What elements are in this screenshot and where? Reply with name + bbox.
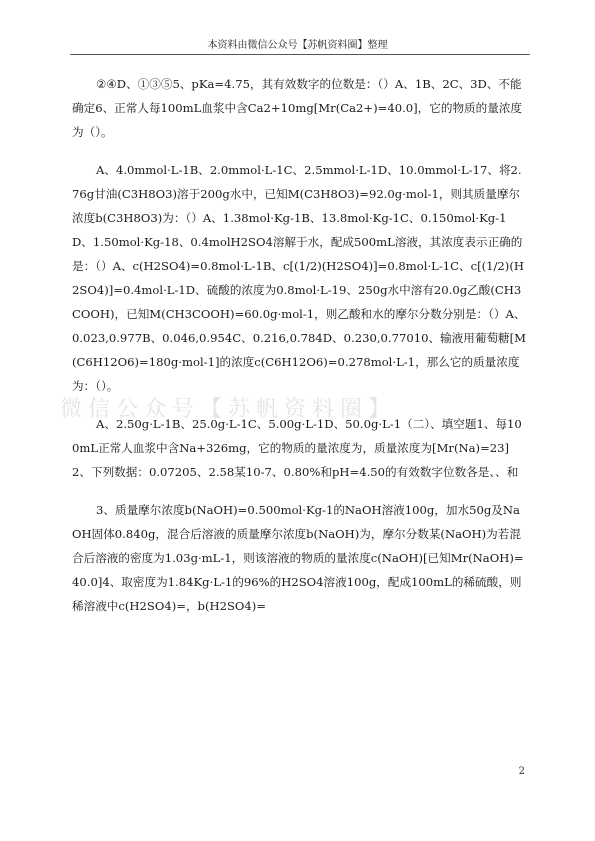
page-number: 2 [518, 766, 525, 777]
document-body [72, 72, 527, 618]
watermark: 微信公众号【苏帆资料圈】 [60, 397, 397, 422]
paragraph-4: 3、质量摩尔浓度b(NaOH)=0.500mol·Kg-1的NaOH溶液100g，加水50g及NaOH固体0.840g，混合后溶液的质量摩尔浓度b(NaOH)为，摩尔分数某(NaOH)为若混合后溶液的密度为1.03g·mL-1，则该溶液的物质的量浓度c(NaOH)[已知Mr(NaOH)=40.0]4、取密度为1.84Kg·L-1的96%的H2SO4溶液100g，配成100mL的稀硫酸，则稀溶液中c(H2SO4)=，b(H2SO4)= [72, 503, 524, 613]
paragraph-3: A、2.50g·L-1B、25.0g·L-1C、5.00g·L-1D、50.0g·L-1（二）、填空题1、每100mL正常人血浆中含Na+326mg，它的物质的量浓度为，质量浓度为[Mr(Na)=23]2、下列数据：0.07205、2.58某10-7、0.80%和pH=4.50的有效数字位数各是、、和 [72, 417, 522, 479]
header-divider [70, 54, 530, 55]
page-header: 本资料由微信公众号【苏帆资料圈】整理 [207, 40, 388, 51]
paragraph-1: ②④D、①③⑤5、pKa=4.75，其有效数字的位数是：（）A、1B、2C、3D、不能确定6、正常人每100mL血浆中含Ca2+10mg[Mr(Ca2+)=40.0]，它的物质的量浓度为（）。 [72, 77, 523, 139]
paragraph-2: A、4.0mmol·L-1B、2.0mmol·L-1C、2.5mmol·L-1D、10.0mmol·L-17、将2.76g甘油(C3H8O3)溶于200g水中，已知M(C3H8O3)=92.0g·mol-1，则其质量摩尔浓度b(C3H8O3)为：（）A、1.38mol·Kg-1B、13.8mol·Kg-1C、0.150mol·Kg-1D、1.50mol·Kg-18、0.4molH2SO4溶解于水，配成500mL溶液，其浓度表示正确的是：（）A、c(H2SO4)=0.8mol·L-1B、c[(1/2)(H2SO4)]=0.8mol·L-1C、c[(1/2)(H2SO4)]=0.4mol·L-1D、硫酸的浓度为0.8mol·L-19、250g水中溶有20.0g乙酸(CH3COOH)，已知M(CH3COOH)=60.0g·mol-1，则乙酸和水的摩尔分数分别是：（）A、0.023,0.977B、0.046,0.954C、0.216,0.784D、0.230,0.77010、输液用葡萄糖[M(C6H12O6)=180g·mol-1]的浓度c(C6H12O6)=0.278mol·L-1，那么它的质量浓度为：（）。 [72, 163, 527, 393]
